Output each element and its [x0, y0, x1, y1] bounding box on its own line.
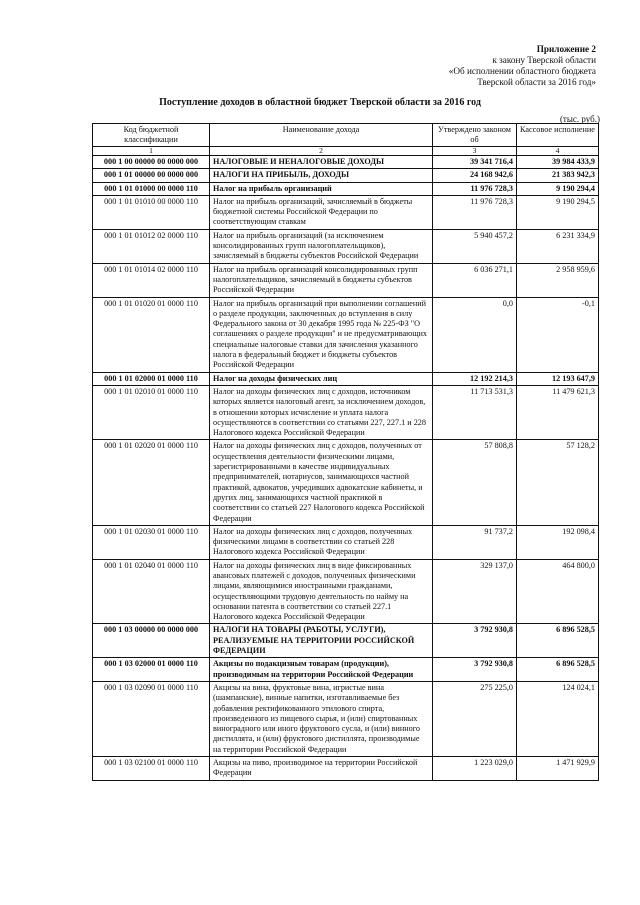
row-code: 000 1 03 02000 01 0000 110 [93, 658, 210, 682]
table-row [93, 624, 599, 658]
row-code: 000 1 01 02010 01 0000 110 [93, 385, 210, 439]
row-name: Акцизы на пиво, производимое на территории Российской Федерации [210, 757, 433, 781]
table-row [93, 182, 599, 195]
table-row [93, 297, 599, 372]
header-number: 4 [517, 147, 599, 156]
row-name: Налог на прибыль организаций консолидированных групп налогоплательщиков, зачисляемый в бюджеты субъектов Российской Федерации [210, 263, 433, 297]
header-number: 1 [93, 147, 210, 156]
row-approved: 3 792 930,8 [433, 624, 517, 658]
row-approved: 11 976 728,3 [433, 195, 517, 229]
row-approved: 11 976 728,3 [433, 182, 517, 195]
row-code: 000 1 00 00000 00 0000 000 [93, 156, 210, 169]
row-actual: 11 479 621,3 [517, 385, 599, 439]
row-code: 000 1 03 02100 01 0000 110 [93, 757, 210, 781]
header-approved: Утверждено законом об [433, 124, 517, 147]
row-code: 000 1 01 01020 01 0000 110 [93, 297, 210, 372]
row-approved: 91 737,2 [433, 525, 517, 559]
row-code: 000 1 01 00000 00 0000 000 [93, 169, 210, 182]
row-actual: 1 471 929,9 [517, 757, 599, 781]
row-code: 000 1 01 02000 01 0000 110 [93, 372, 210, 385]
row-code: 000 1 03 02090 01 0000 110 [93, 681, 210, 756]
table-row [93, 156, 599, 169]
document-title: Поступление доходов в областной бюджет Тверской области за 2016 год [159, 97, 481, 108]
table-row [93, 559, 599, 624]
header-name: Наименование дохода [210, 124, 433, 147]
row-actual: -0,1 [517, 297, 599, 372]
row-code: 000 1 03 00000 00 0000 000 [93, 624, 210, 658]
row-name: Акцизы на вина, фруктовые вина, игристые вина (шампанские), винные напитки, изготавливаемые без добавления ректификованного этилового спирта, произведенного из пищевого сырья, и (или) спиртованных виноградного или иного фруктового сусла, и (или) винного дистиллята, и (или) фруктового дистиллята, производимые на территории Российской Федерации [210, 681, 433, 756]
row-code: 000 1 01 02040 01 0000 110 [93, 559, 210, 624]
row-actual: 12 193 647,9 [517, 372, 599, 385]
row-actual: 21 383 942,3 [517, 169, 599, 182]
row-name: Налог на прибыль организаций [210, 182, 433, 195]
row-name: НАЛОГОВЫЕ И НЕНАЛОГОВЫЕ ДОХОДЫ [210, 156, 433, 169]
appendix-line: к закону Тверской области [492, 55, 596, 65]
header-number: 3 [433, 147, 517, 156]
table-row [93, 372, 599, 385]
row-actual: 39 984 433,9 [517, 156, 599, 169]
row-code: 000 1 01 01014 02 0000 110 [93, 263, 210, 297]
income-table [92, 123, 599, 781]
appendix-line: Тверской области за 2016 год» [477, 77, 596, 87]
appendix-line: «Об исполнении областного бюджета [448, 66, 596, 76]
header-actual: Кассовое исполнение [517, 124, 599, 147]
row-approved: 5 940 457,2 [433, 229, 517, 263]
appendix-label: Приложение 2 [536, 44, 596, 54]
row-approved: 275 225,0 [433, 681, 517, 756]
row-approved: 329 137,0 [433, 559, 517, 624]
row-approved: 0,0 [433, 297, 517, 372]
row-name: НАЛОГИ НА ПРИБЫЛЬ, ДОХОДЫ [210, 169, 433, 182]
row-approved: 1 223 029,0 [433, 757, 517, 781]
row-code: 000 1 01 01012 02 0000 110 [93, 229, 210, 263]
row-actual: 6 231 334,9 [517, 229, 599, 263]
row-approved: 24 168 942,6 [433, 169, 517, 182]
row-actual: 192 098,4 [517, 525, 599, 559]
row-code: 000 1 01 01010 00 0000 110 [93, 195, 210, 229]
header-code: Код бюджетной классификации [93, 124, 210, 147]
row-approved: 12 192 214,3 [433, 372, 517, 385]
table-row [93, 757, 599, 781]
row-name: Налог на прибыль организаций при выполнении соглашений о разделе продукции, заключенных до вступления в силу Федерального закона от 30 декабря 1995 года № 225-ФЗ "О соглашениях о разделе продукции" и не предусматривающих специальные налоговые ставки для зачисления указанного налога в федеральный бюджет и бюджеты субъектов Российской Федерации [210, 297, 433, 372]
row-name: Налог на прибыль организаций, зачисляемый в бюджеты бюджетной системы Российской Федерации по соответствующим ставкам [210, 195, 433, 229]
row-actual: 6 896 528,5 [517, 624, 599, 658]
table-row [93, 681, 599, 756]
table-row [93, 440, 599, 525]
header-number: 2 [210, 147, 433, 156]
row-code: 000 1 01 02030 01 0000 110 [93, 525, 210, 559]
row-code: 000 1 01 02020 01 0000 110 [93, 440, 210, 525]
row-actual: 464 800,0 [517, 559, 599, 624]
row-name: Налог на доходы физических лиц [210, 372, 433, 385]
row-name: Налог на прибыль организаций (за исключением консолидированных групп налогоплательщиков), зачисляемый в бюджеты субъектов Российской Федерации [210, 229, 433, 263]
row-approved: 57 808,8 [433, 440, 517, 525]
row-code: 000 1 01 01000 00 0000 110 [93, 182, 210, 195]
table-row [93, 195, 599, 229]
row-name: Налог на доходы физических лиц с доходов, полученных от осуществления деятельности физическими лицами, зарегистрированными в качестве индивидуальных предпринимателей, нотариусов, занимающихся частной практикой, адвокатов, учредивших адвокатские кабинеты, и других лиц, занимающихся частной практикой в соответствии со статьей 227 Налогового кодекса Российской Федерации [210, 440, 433, 525]
table-row [93, 658, 599, 682]
row-name: Налог на доходы физических лиц в виде фиксированных авансовых платежей с доходов, полученных физическими лицами, являющимися иностранными гражданами, осуществляющими трудовую деятельность по найму на основании патента в соответствии со статьей 227.1 Налогового кодекса Российской Федерации [210, 559, 433, 624]
table-row [93, 229, 599, 263]
row-actual: 9 190 294,5 [517, 195, 599, 229]
row-name: НАЛОГИ НА ТОВАРЫ (РАБОТЫ, УСЛУГИ), РЕАЛИЗУЕМЫЕ НА ТЕРРИТОРИИ РОССИЙСКОЙ ФЕДЕРАЦИИ [210, 624, 433, 658]
table-row [93, 169, 599, 182]
row-actual: 6 896 528,5 [517, 658, 599, 682]
row-name: Налог на доходы физических лиц с доходов, полученных физическими лицами в соответствии со статьей 228 Налогового кодекса Российской Федерации [210, 525, 433, 559]
row-approved: 11 713 531,3 [433, 385, 517, 439]
row-approved: 6 036 271,1 [433, 263, 517, 297]
table-row [93, 385, 599, 439]
row-actual: 124 024,1 [517, 681, 599, 756]
row-actual: 2 958 959,6 [517, 263, 599, 297]
row-actual: 9 190 294,4 [517, 182, 599, 195]
units-label: (тыс. руб.) [559, 114, 600, 124]
row-name: Акцизы по подакцизным товарам (продукции), производимым на территории Российской Федерации [210, 658, 433, 682]
table-body [93, 156, 599, 781]
row-name: Налог на доходы физических лиц с доходов, источником которых является налоговый агент, за исключением доходов, в отношении которых исчисление и уплата налога осуществляются в соответствии со статьями 227, 227.1 и 228 Налогового кодекса Российской Федерации [210, 385, 433, 439]
row-approved: 39 341 716,4 [433, 156, 517, 169]
table-row [93, 525, 599, 559]
appendix-block [376, 44, 596, 88]
row-actual: 57 128,2 [517, 440, 599, 525]
table-row [93, 263, 599, 297]
row-approved: 3 792 930,8 [433, 658, 517, 682]
